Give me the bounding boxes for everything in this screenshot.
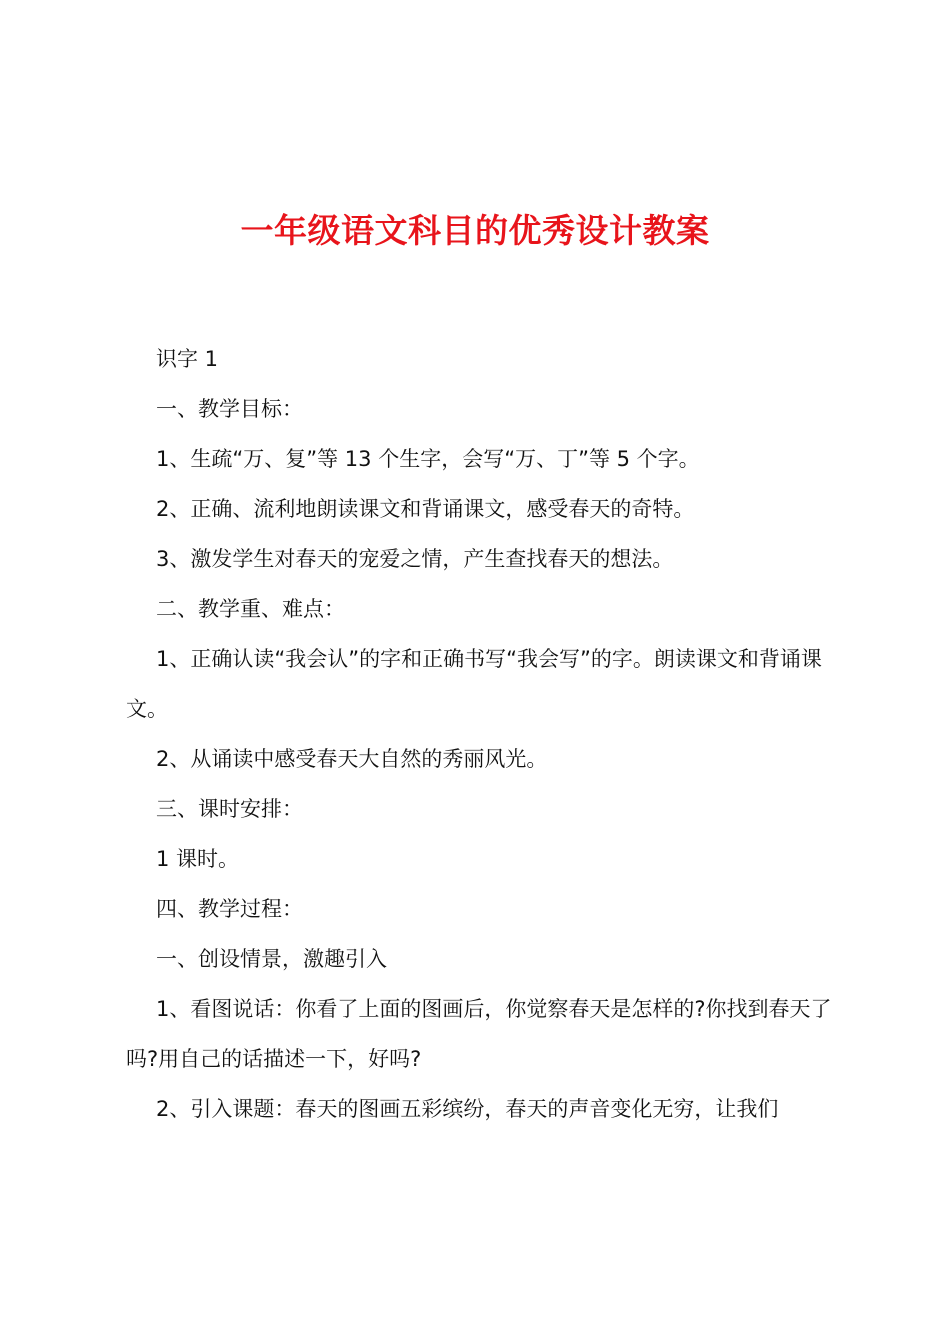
paragraph-process-detail-2: 2、引入课题：春天的图画五彩缤纷，春天的声音变化无穷，让我们 [156, 1097, 779, 1121]
paragraph-objective-3: 3、激发学生对春天的宠爱之情，产生查找春天的想法。 [156, 547, 674, 571]
document-title: 一年级语文科目的优秀设计教案 [240, 211, 710, 250]
paragraph-section-objectives: 一、教学目标： [156, 397, 303, 421]
paragraph-lesson-name: 识字 1 [156, 347, 219, 371]
paragraph-key-point-2: 2、从诵读中感受春天大自然的秀丽风光。 [156, 747, 548, 771]
document-body [126, 334, 836, 1134]
paragraph-section-key-points: 二、教学重、难点： [156, 597, 345, 621]
paragraph-key-point-1: 1、正确认读“我会认”的字和正确书写“我会写”的字。朗读课文和背诵课文。 [126, 647, 822, 721]
paragraph-section-process: 四、教学过程： [156, 897, 303, 921]
paragraph-objective-2: 2、正确、流利地朗读课文和背诵课文，感受春天的奇特。 [156, 497, 695, 521]
paragraph-process-detail-1: 1、看图说话：你看了上面的图画后，你觉察春天是怎样的?你找到春天了吗?用自己的话描述一下，好吗? [126, 997, 832, 1071]
paragraph-objective-1: 1、生疏“万、复”等 13 个生字，会写“万、丁”等 5 个字。 [156, 447, 700, 471]
paragraph-section-schedule: 三、课时安排： [156, 797, 303, 821]
paragraph-schedule-detail: 1 课时。 [156, 847, 240, 871]
paragraph-process-step-1: 一、创设情景，激趣引入 [156, 947, 387, 971]
